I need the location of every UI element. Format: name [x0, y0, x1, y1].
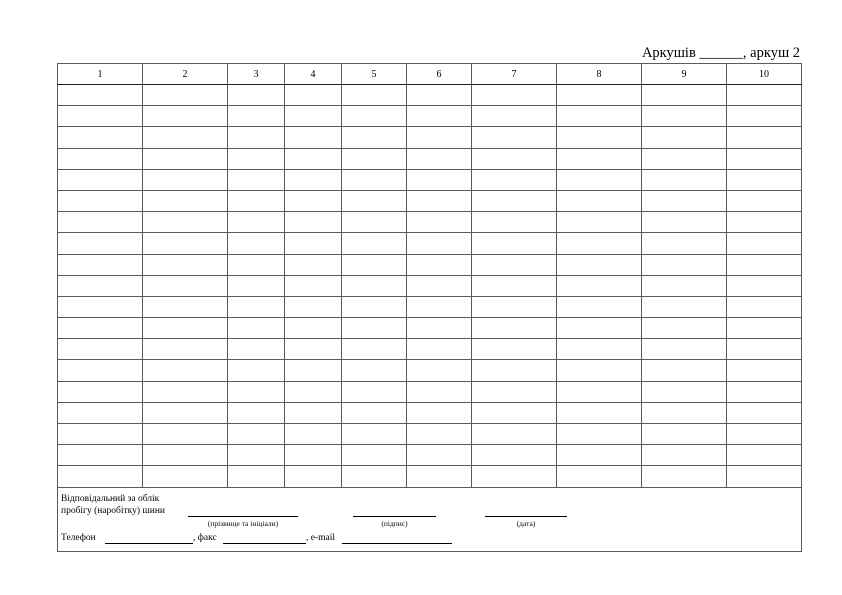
- table-cell-col-4[interactable]: [285, 127, 342, 148]
- table-cell-col-9[interactable]: [642, 424, 727, 445]
- table-cell-col-5[interactable]: [342, 85, 407, 106]
- column-header-6: 6: [407, 64, 472, 85]
- table-cell-col-6[interactable]: [407, 296, 472, 317]
- table-cell-col-10[interactable]: [727, 424, 802, 445]
- table-cell-col-4[interactable]: [285, 318, 342, 339]
- table-cell-col-4[interactable]: [285, 360, 342, 381]
- responsible-label-line2: пробігу (наробітку) шини: [61, 505, 166, 516]
- table-cell-col-4[interactable]: [285, 381, 342, 402]
- table-cell-col-5[interactable]: [342, 424, 407, 445]
- table-cell-col-8[interactable]: [557, 424, 642, 445]
- table-cell-col-6[interactable]: [407, 233, 472, 254]
- table-cell-col-1[interactable]: [58, 212, 143, 233]
- table-cell-col-6[interactable]: [407, 106, 472, 127]
- signature-caption: (підпис): [381, 518, 408, 528]
- table-cell-col-2[interactable]: [143, 127, 228, 148]
- table-cell-col-10[interactable]: [727, 169, 802, 190]
- table-cell-col-9[interactable]: [642, 466, 727, 487]
- table-cell-col-4[interactable]: [285, 148, 342, 169]
- table-cell-col-9[interactable]: [642, 148, 727, 169]
- table-cell-col-7[interactable]: [472, 275, 557, 296]
- table-cell-col-6[interactable]: [407, 360, 472, 381]
- table-cell-col-3[interactable]: [228, 339, 285, 360]
- table-row: [58, 106, 802, 127]
- name-field[interactable]: [188, 516, 298, 517]
- table-cell-col-1[interactable]: [58, 424, 143, 445]
- table-cell-col-3[interactable]: [228, 212, 285, 233]
- table-cell-col-1[interactable]: [58, 106, 143, 127]
- table-cell-col-9[interactable]: [642, 381, 727, 402]
- table-cell-col-9[interactable]: [642, 402, 727, 423]
- table-cell-col-10[interactable]: [727, 233, 802, 254]
- table-cell-col-8[interactable]: [557, 360, 642, 381]
- table-cell-col-8[interactable]: [557, 381, 642, 402]
- table-cell-col-9[interactable]: [642, 360, 727, 381]
- footer-row: [58, 487, 802, 551]
- table-cell-col-6[interactable]: [407, 169, 472, 190]
- table-row: [58, 148, 802, 169]
- table-cell-col-8[interactable]: [557, 106, 642, 127]
- table-cell-col-8[interactable]: [557, 254, 642, 275]
- table-row: [58, 254, 802, 275]
- table-cell-col-1[interactable]: [58, 318, 143, 339]
- table-cell-col-10[interactable]: [727, 254, 802, 275]
- table-cell-col-7[interactable]: [472, 212, 557, 233]
- table-cell-col-1[interactable]: [58, 402, 143, 423]
- column-number-row: [58, 64, 802, 85]
- table-row: [58, 318, 802, 339]
- table-cell-col-9[interactable]: [642, 275, 727, 296]
- table-cell-col-5[interactable]: [342, 254, 407, 275]
- table-cell-col-2[interactable]: [143, 360, 228, 381]
- table-cell-col-5[interactable]: [342, 106, 407, 127]
- fax-field[interactable]: [223, 543, 306, 544]
- table-cell-col-3[interactable]: [228, 445, 285, 466]
- table-cell-col-6[interactable]: [407, 445, 472, 466]
- table-cell-col-8[interactable]: [557, 275, 642, 296]
- table-cell-col-3[interactable]: [228, 127, 285, 148]
- table-cell-col-6[interactable]: [407, 424, 472, 445]
- table-cell-col-9[interactable]: [642, 169, 727, 190]
- signature-field[interactable]: [353, 516, 436, 517]
- table-cell-col-1[interactable]: [58, 233, 143, 254]
- table-cell-col-4[interactable]: [285, 296, 342, 317]
- table-cell-col-2[interactable]: [143, 445, 228, 466]
- table-cell-col-10[interactable]: [727, 296, 802, 317]
- table-cell-col-7[interactable]: [472, 254, 557, 275]
- table-cell-col-7[interactable]: [472, 424, 557, 445]
- table-cell-col-6[interactable]: [407, 212, 472, 233]
- table-cell-col-6[interactable]: [407, 402, 472, 423]
- table-cell-col-6[interactable]: [407, 148, 472, 169]
- table-cell-col-5[interactable]: [342, 296, 407, 317]
- table-cell-col-8[interactable]: [557, 212, 642, 233]
- table-cell-col-7[interactable]: [472, 339, 557, 360]
- table-cell-col-1[interactable]: [58, 296, 143, 317]
- table-cell-col-7[interactable]: [472, 106, 557, 127]
- table-cell-col-9[interactable]: [642, 127, 727, 148]
- table-cell-col-3[interactable]: [228, 381, 285, 402]
- table-cell-col-7[interactable]: [472, 381, 557, 402]
- table-cell-col-6[interactable]: [407, 254, 472, 275]
- table-cell-col-8[interactable]: [557, 233, 642, 254]
- table-cell-col-2[interactable]: [143, 212, 228, 233]
- table-cell-col-3[interactable]: [228, 466, 285, 487]
- table-cell-col-1[interactable]: [58, 360, 143, 381]
- table-cell-col-9[interactable]: [642, 254, 727, 275]
- phone-field[interactable]: [105, 543, 193, 544]
- table-cell-col-4[interactable]: [285, 254, 342, 275]
- table-cell-col-10[interactable]: [727, 466, 802, 487]
- table-cell-col-9[interactable]: [642, 318, 727, 339]
- table-cell-col-7[interactable]: [472, 169, 557, 190]
- table-cell-col-6[interactable]: [407, 190, 472, 211]
- table-cell-col-5[interactable]: [342, 148, 407, 169]
- table-cell-col-5[interactable]: [342, 127, 407, 148]
- table-cell-col-6[interactable]: [407, 127, 472, 148]
- table-cell-col-5[interactable]: [342, 360, 407, 381]
- table-cell-col-3[interactable]: [228, 402, 285, 423]
- table-cell-col-9[interactable]: [642, 233, 727, 254]
- sheet-count-label: Аркушів ______, аркуш 2: [641, 45, 800, 61]
- table-cell-col-1[interactable]: [58, 381, 143, 402]
- table-row: [58, 424, 802, 445]
- column-header-9: 9: [642, 64, 727, 85]
- table-cell-col-4[interactable]: [285, 445, 342, 466]
- table-cell-col-2[interactable]: [143, 296, 228, 317]
- table-cell-col-10[interactable]: [727, 127, 802, 148]
- fax-label: , факс: [193, 532, 217, 543]
- table-row: [58, 339, 802, 360]
- table-cell-col-4[interactable]: [285, 233, 342, 254]
- table-cell-col-4[interactable]: [285, 466, 342, 487]
- phone-label: Телефон: [61, 532, 96, 543]
- table-cell-col-8[interactable]: [557, 318, 642, 339]
- name-caption: (прізвище та ініціали): [207, 518, 279, 528]
- table-cell-col-1[interactable]: [58, 85, 143, 106]
- table-cell-col-7[interactable]: [472, 148, 557, 169]
- table-cell-col-3[interactable]: [228, 360, 285, 381]
- table-cell-col-1[interactable]: [58, 275, 143, 296]
- table-cell-col-7[interactable]: [472, 445, 557, 466]
- tire-mileage-table: [57, 63, 802, 552]
- table-cell-col-3[interactable]: [228, 318, 285, 339]
- table-cell-col-8[interactable]: [557, 445, 642, 466]
- table-row: [58, 360, 802, 381]
- table-cell-col-1[interactable]: [58, 445, 143, 466]
- responsible-person-block: [58, 487, 802, 551]
- table-cell-col-5[interactable]: [342, 233, 407, 254]
- table-cell-col-5[interactable]: [342, 169, 407, 190]
- table-cell-col-10[interactable]: [727, 339, 802, 360]
- table-cell-col-5[interactable]: [342, 318, 407, 339]
- table-cell-col-1[interactable]: [58, 339, 143, 360]
- table-cell-col-9[interactable]: [642, 85, 727, 106]
- table-cell-col-9[interactable]: [642, 190, 727, 211]
- table-cell-col-5[interactable]: [342, 402, 407, 423]
- table-cell-col-5[interactable]: [342, 339, 407, 360]
- table-cell-col-8[interactable]: [557, 127, 642, 148]
- table-cell-col-1[interactable]: [58, 148, 143, 169]
- table-cell-col-2[interactable]: [143, 106, 228, 127]
- table-cell-col-7[interactable]: [472, 127, 557, 148]
- table-cell-col-10[interactable]: [727, 212, 802, 233]
- table-cell-col-4[interactable]: [285, 169, 342, 190]
- responsible-label-line1: Відповідальний за облік: [61, 493, 160, 504]
- table-cell-col-3[interactable]: [228, 254, 285, 275]
- table-cell-col-5[interactable]: [342, 381, 407, 402]
- table-cell-col-3[interactable]: [228, 296, 285, 317]
- table-cell-col-10[interactable]: [727, 360, 802, 381]
- table-cell-col-7[interactable]: [472, 85, 557, 106]
- table-cell-col-4[interactable]: [285, 402, 342, 423]
- email-field[interactable]: [342, 543, 452, 544]
- table-row: [58, 445, 802, 466]
- table-cell-col-2[interactable]: [143, 318, 228, 339]
- table-cell-col-8[interactable]: [557, 85, 642, 106]
- column-header-8: 8: [557, 64, 642, 85]
- table-cell-col-8[interactable]: [557, 190, 642, 211]
- table-cell-col-4[interactable]: [285, 339, 342, 360]
- table-cell-col-3[interactable]: [228, 233, 285, 254]
- column-header-4: 4: [285, 64, 342, 85]
- table-cell-col-2[interactable]: [143, 148, 228, 169]
- table-cell-col-10[interactable]: [727, 148, 802, 169]
- table-cell-col-10[interactable]: [727, 318, 802, 339]
- table-cell-col-10[interactable]: [727, 106, 802, 127]
- date-caption: (дата): [516, 518, 536, 528]
- table-cell-col-7[interactable]: [472, 466, 557, 487]
- table-cell-col-10[interactable]: [727, 190, 802, 211]
- table-cell-col-10[interactable]: [727, 445, 802, 466]
- column-header-3: 3: [228, 64, 285, 85]
- table-cell-col-2[interactable]: [143, 169, 228, 190]
- column-header-5: 5: [342, 64, 407, 85]
- table-row: [58, 127, 802, 148]
- column-header-7: 7: [472, 64, 557, 85]
- table-cell-col-2[interactable]: [143, 190, 228, 211]
- table-cell-col-2[interactable]: [143, 275, 228, 296]
- column-header-1: 1: [58, 64, 143, 85]
- table-body: [58, 85, 802, 552]
- table-cell-col-1[interactable]: [58, 169, 143, 190]
- table-cell-col-3[interactable]: [228, 148, 285, 169]
- table-cell-col-6[interactable]: [407, 339, 472, 360]
- table-cell-col-9[interactable]: [642, 339, 727, 360]
- table-row: [58, 296, 802, 317]
- table-cell-col-5[interactable]: [342, 466, 407, 487]
- table-cell-col-4[interactable]: [285, 275, 342, 296]
- table-cell-col-4[interactable]: [285, 212, 342, 233]
- table-cell-col-1[interactable]: [58, 190, 143, 211]
- table-cell-col-3[interactable]: [228, 106, 285, 127]
- table-row: [58, 466, 802, 487]
- table-cell-col-8[interactable]: [557, 466, 642, 487]
- table-cell-col-7[interactable]: [472, 190, 557, 211]
- table-cell-col-9[interactable]: [642, 445, 727, 466]
- table-cell-col-3[interactable]: [228, 424, 285, 445]
- table-cell-col-2[interactable]: [143, 233, 228, 254]
- table-row: [58, 190, 802, 211]
- column-header-10: 10: [727, 64, 802, 85]
- table-cell-col-9[interactable]: [642, 296, 727, 317]
- table-row: [58, 85, 802, 106]
- table-cell-col-4[interactable]: [285, 106, 342, 127]
- table-cell-col-4[interactable]: [285, 424, 342, 445]
- table-cell-col-7[interactable]: [472, 233, 557, 254]
- table-cell-col-4[interactable]: [285, 85, 342, 106]
- table-cell-col-8[interactable]: [557, 296, 642, 317]
- table-cell-col-5[interactable]: [342, 212, 407, 233]
- table-cell-col-10[interactable]: [727, 275, 802, 296]
- table-cell-col-6[interactable]: [407, 85, 472, 106]
- table-row: [58, 233, 802, 254]
- table-cell-col-10[interactable]: [727, 85, 802, 106]
- table-cell-col-2[interactable]: [143, 85, 228, 106]
- table-cell-col-7[interactable]: [472, 296, 557, 317]
- table-row: [58, 169, 802, 190]
- table-cell-col-2[interactable]: [143, 381, 228, 402]
- table-cell-col-4[interactable]: [285, 190, 342, 211]
- table-cell-col-8[interactable]: [557, 169, 642, 190]
- table-cell-col-3[interactable]: [228, 169, 285, 190]
- table-row: [58, 402, 802, 423]
- table-cell-col-7[interactable]: [472, 360, 557, 381]
- table-cell-col-5[interactable]: [342, 445, 407, 466]
- table-cell-col-10[interactable]: [727, 402, 802, 423]
- email-label: , e-mail: [306, 532, 336, 543]
- column-header-2: 2: [143, 64, 228, 85]
- table-cell-col-6[interactable]: [407, 381, 472, 402]
- table-cell-col-3[interactable]: [228, 275, 285, 296]
- table-cell-col-6[interactable]: [407, 275, 472, 296]
- table-cell-col-2[interactable]: [143, 339, 228, 360]
- table-cell-col-2[interactable]: [143, 424, 228, 445]
- table-cell-col-2[interactable]: [143, 254, 228, 275]
- table-cell-col-1[interactable]: [58, 466, 143, 487]
- table-cell-col-3[interactable]: [228, 85, 285, 106]
- table-cell-col-9[interactable]: [642, 106, 727, 127]
- table-cell-col-5[interactable]: [342, 275, 407, 296]
- table-cell-col-8[interactable]: [557, 339, 642, 360]
- table-cell-col-1[interactable]: [58, 127, 143, 148]
- table-cell-col-8[interactable]: [557, 402, 642, 423]
- table-row: [58, 212, 802, 233]
- table-cell-col-2[interactable]: [143, 402, 228, 423]
- table-cell-col-6[interactable]: [407, 466, 472, 487]
- table-cell-col-7[interactable]: [472, 318, 557, 339]
- table-cell-col-3[interactable]: [228, 190, 285, 211]
- table-row: [58, 275, 802, 296]
- table-row: [58, 381, 802, 402]
- table-cell-col-1[interactable]: [58, 254, 143, 275]
- table-cell-col-7[interactable]: [472, 402, 557, 423]
- table-cell-col-2[interactable]: [143, 466, 228, 487]
- table-cell-col-9[interactable]: [642, 212, 727, 233]
- table-cell-col-5[interactable]: [342, 190, 407, 211]
- table-cell-col-8[interactable]: [557, 148, 642, 169]
- date-field[interactable]: [485, 516, 567, 517]
- table-cell-col-6[interactable]: [407, 318, 472, 339]
- table-cell-col-10[interactable]: [727, 381, 802, 402]
